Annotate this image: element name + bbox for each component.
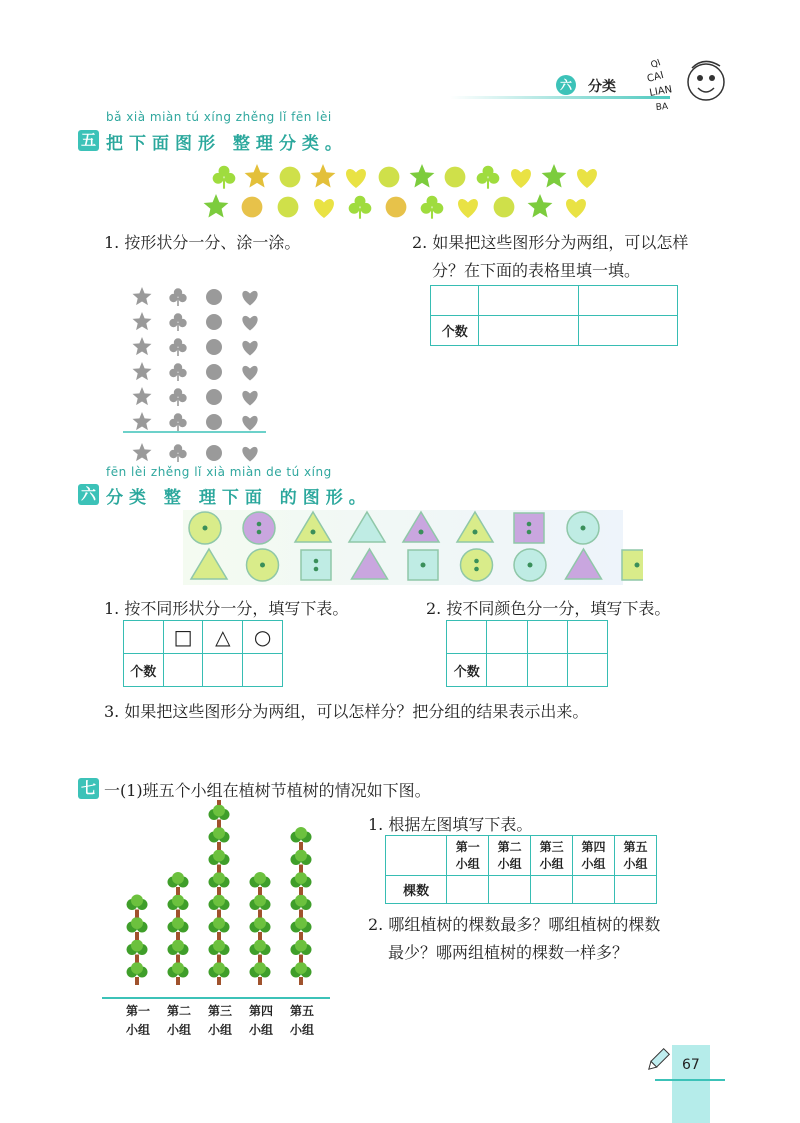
- tree-icon: [209, 805, 230, 828]
- tree-icon: [291, 895, 312, 918]
- section6-q2: 2. 按不同颜色分一分，填写下表。: [426, 599, 671, 618]
- triangle-icon: △: [203, 621, 243, 654]
- tree-icon: [250, 962, 271, 985]
- square-figure: [301, 550, 331, 580]
- section6-q1: 1. 按不同形状分一分，填写下表。: [104, 599, 349, 618]
- heart-icon: [242, 316, 257, 331]
- circle-figure: [189, 512, 221, 544]
- club-icon: [169, 444, 186, 462]
- circle-icon: [278, 197, 299, 218]
- section5-q1: 1. 按形状分一分、涂一涂。: [104, 233, 301, 252]
- section5-shapes: [190, 155, 650, 227]
- tree-icon: [250, 872, 271, 895]
- tree-icon: [209, 962, 230, 985]
- shape-count-table: [123, 620, 283, 687]
- tree-icon: [209, 827, 230, 850]
- circle-figure: [567, 512, 599, 544]
- club-icon: [169, 388, 186, 406]
- table-cell[interactable]: [487, 621, 527, 654]
- star-icon: [528, 194, 553, 218]
- circle-icon: [445, 167, 466, 188]
- heart-icon: [346, 169, 366, 188]
- circle-icon: [280, 167, 301, 188]
- table-cell[interactable]: [489, 876, 531, 904]
- circle-figure: [514, 549, 546, 581]
- club-icon: [477, 166, 500, 189]
- section7-title: 一(1)班五个小组在植树节植树的情况如下图。: [104, 781, 431, 800]
- group-label: 第一 小组: [125, 1004, 150, 1037]
- tree-icon: [168, 962, 189, 985]
- section5-title: 把下面图形 整理分类。: [106, 134, 348, 154]
- table-cell: [447, 621, 487, 654]
- club-icon: [349, 196, 372, 219]
- svg-text:BA: BA: [655, 101, 669, 113]
- table-cell[interactable]: [243, 654, 283, 687]
- heart-icon: [577, 169, 597, 188]
- section7-badge: 七: [78, 778, 99, 799]
- triangle-figure: [295, 512, 331, 542]
- circle-icon: ○: [243, 621, 283, 654]
- tree-icon: [250, 917, 271, 940]
- section5-pinyin: bǎ xià miàn tú xíng zhěng lǐ fēn lèi: [106, 110, 332, 124]
- page-number-line: [655, 1079, 725, 1081]
- circle-figure: [243, 512, 275, 544]
- table-cell[interactable]: [567, 621, 607, 654]
- group-label: 第二 小组: [166, 1004, 191, 1037]
- table-cell[interactable]: [479, 316, 578, 346]
- chapter-badge: 六: [556, 75, 576, 95]
- section6-badge: 六: [78, 484, 99, 505]
- svg-text:LIAN: LIAN: [648, 84, 674, 99]
- tree-icon: [291, 940, 312, 963]
- circle-figure: [461, 549, 493, 581]
- heart-icon: [458, 199, 478, 218]
- table-cell[interactable]: [573, 876, 615, 904]
- section7-q1: 1. 根据左图填写下表。: [368, 815, 533, 834]
- star-icon: [245, 164, 270, 188]
- triangle-figure: [349, 512, 385, 542]
- tree-icon: [209, 850, 230, 873]
- tree-icon: [250, 895, 271, 918]
- section7-q2-line1: 2. 哪组植树的棵数最多？哪组植树的棵数: [368, 915, 661, 934]
- svg-text:QI: QI: [649, 58, 663, 71]
- table-cell[interactable]: [487, 654, 527, 687]
- heart-icon: [242, 366, 257, 381]
- table-row-label: 个数: [447, 654, 487, 687]
- club-icon: [169, 363, 186, 381]
- tree-icon: [127, 895, 148, 918]
- star-icon: [542, 164, 567, 188]
- section6-q3: 3. 如果把这些图形分为两组，可以怎样分？把分组的结果表示出来。: [104, 702, 589, 721]
- tree-icon: [209, 872, 230, 895]
- circle-icon: [494, 197, 515, 218]
- star-icon: [311, 164, 336, 188]
- triangle-figure: [352, 549, 388, 579]
- circle-icon: [206, 314, 222, 330]
- tree-icon: [291, 850, 312, 873]
- circle-icon: [206, 414, 222, 430]
- tree-icon: [168, 940, 189, 963]
- section6-pinyin: fēn lèi zhěng lǐ xià miàn de tú xíng: [106, 465, 332, 479]
- heart-icon: [566, 199, 586, 218]
- section5-q2-line1: 2. 如果把这些图形分为两组，可以怎样: [412, 233, 689, 252]
- table-cell[interactable]: [447, 876, 489, 904]
- triangle-figure: [403, 512, 439, 542]
- star-icon: [410, 164, 435, 188]
- tree-icon: [127, 940, 148, 963]
- star-icon: [204, 194, 229, 218]
- section7-q2-line2: 最少？哪两组植树的棵数一样多？: [388, 943, 629, 962]
- group-label: 第四 小组: [248, 1004, 273, 1037]
- table-cell[interactable]: [163, 654, 203, 687]
- star-icon: [133, 287, 152, 305]
- table-cell[interactable]: [203, 654, 243, 687]
- heart-icon: [242, 391, 257, 406]
- table-cell[interactable]: [615, 876, 657, 904]
- club-icon: [169, 288, 186, 306]
- star-icon: [133, 412, 152, 430]
- heart-icon: [314, 199, 334, 218]
- circle-figure: [247, 549, 279, 581]
- section5-badge: 五: [78, 130, 99, 151]
- square-figure: [514, 513, 544, 543]
- star-icon: [133, 337, 152, 355]
- tree-icon: [291, 962, 312, 985]
- table-header-cell: 第二 小组: [489, 836, 531, 876]
- tree-count-table: [385, 835, 657, 904]
- tree-icon: [168, 917, 189, 940]
- heart-icon: [242, 291, 257, 306]
- header-line: [450, 96, 670, 99]
- heart-icon: [242, 341, 257, 356]
- table-cell[interactable]: [527, 654, 567, 687]
- table-cell[interactable]: [578, 316, 677, 346]
- tree-icon: [168, 872, 189, 895]
- heart-icon: [242, 447, 257, 462]
- table-cell: [386, 836, 447, 876]
- circle-icon: [206, 289, 222, 305]
- tree-icon: [291, 827, 312, 850]
- color-count-table: [446, 620, 608, 687]
- tree-icon: [209, 940, 230, 963]
- page-number: 67: [682, 1057, 700, 1073]
- table-cell[interactable]: [567, 654, 607, 687]
- baseline: [102, 997, 330, 999]
- table-cell: [124, 621, 164, 654]
- table-row-label: 个数: [124, 654, 164, 687]
- square-figure: [408, 550, 438, 580]
- table-header-cell: 第五 小组: [615, 836, 657, 876]
- circle-icon: [206, 389, 222, 405]
- table-header-cell: 第一 小组: [447, 836, 489, 876]
- circle-icon: [379, 167, 400, 188]
- section5-q2-line2: 分？在下面的表格里填一填。: [432, 261, 641, 280]
- heart-icon: [511, 169, 531, 188]
- table-cell[interactable]: [578, 286, 677, 316]
- coloring-chart: [118, 282, 268, 462]
- table-cell[interactable]: [479, 286, 578, 316]
- circle-icon: [206, 364, 222, 380]
- circle-icon: [206, 339, 222, 355]
- star-icon: [133, 443, 152, 461]
- tree-pictograph: [100, 800, 335, 1000]
- table-cell[interactable]: [527, 621, 567, 654]
- star-icon: [133, 362, 152, 380]
- section5-table: [430, 285, 678, 346]
- table-cell[interactable]: [531, 876, 573, 904]
- triangle-figure: [191, 549, 227, 579]
- pencil-icon: [644, 1046, 672, 1074]
- club-icon: [421, 196, 444, 219]
- table-header-cell: 第三 小组: [531, 836, 573, 876]
- section6-figures: [183, 508, 643, 588]
- tree-icon: [168, 895, 189, 918]
- group-label: 第三 小组: [207, 1004, 232, 1037]
- table-header-cell: 第四 小组: [573, 836, 615, 876]
- tree-icon: [250, 940, 271, 963]
- circle-icon: [206, 445, 222, 461]
- tree-icon: [127, 962, 148, 985]
- table-cell[interactable]: [431, 286, 479, 316]
- tree-icon: [291, 917, 312, 940]
- chapter-title: 分类: [588, 79, 616, 95]
- svg-text:CAI: CAI: [645, 69, 665, 85]
- tree-icon: [291, 872, 312, 895]
- section6-title: 分类 整 理下面 的图形。: [106, 488, 372, 508]
- tree-icon: [209, 800, 230, 805]
- circle-icon: [386, 197, 407, 218]
- group-label: 第五 小组: [289, 1004, 314, 1037]
- tree-icon: [209, 917, 230, 940]
- square-icon: □: [163, 621, 203, 654]
- club-icon: [169, 338, 186, 356]
- mascot-logo: [644, 50, 734, 120]
- club-icon: [169, 413, 186, 431]
- table-row-label: 棵数: [386, 876, 447, 904]
- circle-icon: [242, 197, 263, 218]
- club-icon: [213, 166, 236, 189]
- square-figure: [622, 550, 643, 580]
- triangle-figure: [457, 512, 493, 542]
- group-labels: [100, 1002, 335, 1042]
- triangle-figure: [566, 549, 602, 579]
- star-icon: [133, 312, 152, 330]
- tree-icon: [127, 917, 148, 940]
- table-row-label: 个数: [431, 316, 479, 346]
- star-icon: [133, 387, 152, 405]
- club-icon: [169, 313, 186, 331]
- tree-icon: [209, 895, 230, 918]
- heart-icon: [242, 416, 257, 431]
